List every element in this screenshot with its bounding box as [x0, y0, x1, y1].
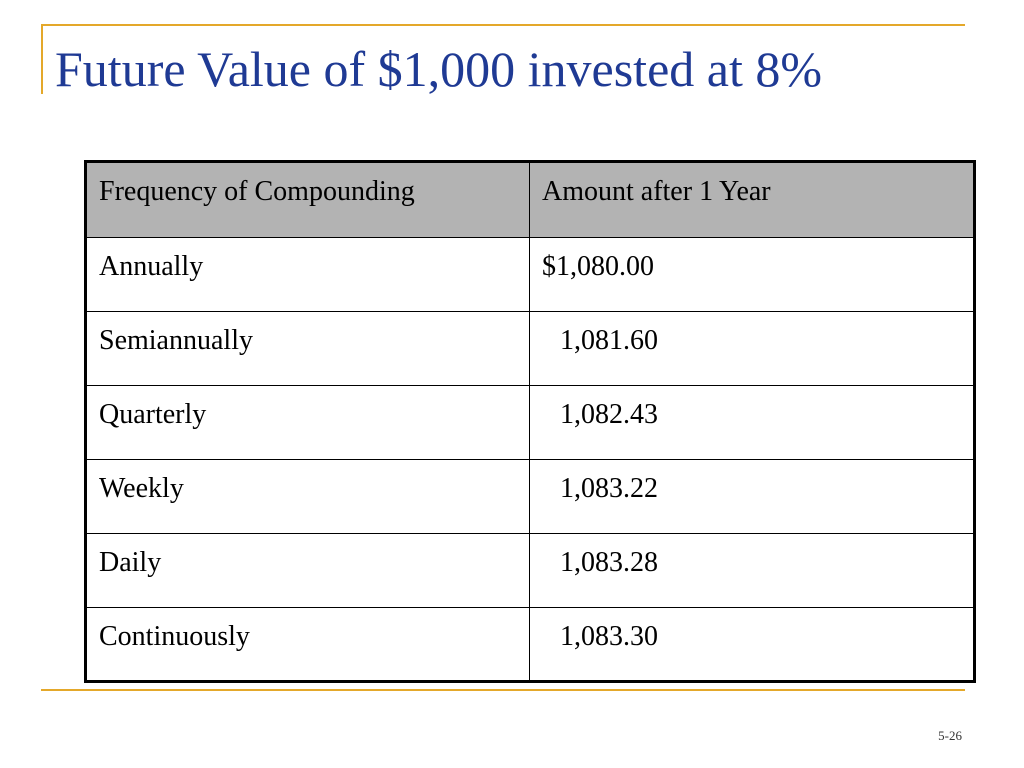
cell-frequency: Semiannually [86, 312, 530, 386]
cell-frequency: Weekly [86, 460, 530, 534]
slide-number: 5-26 [938, 728, 962, 743]
table-row [86, 534, 975, 608]
table-row [86, 460, 975, 534]
cell-amount: $1,080.00 [530, 238, 975, 312]
cell-amount: 1,083.22 [530, 460, 975, 534]
compounding-table [84, 160, 976, 683]
table-row [86, 386, 975, 460]
cell-frequency: Quarterly [86, 386, 530, 460]
title-top-rule [41, 24, 965, 26]
table-row [86, 608, 975, 682]
table-header-row [86, 162, 975, 238]
table-row [86, 312, 975, 386]
table-row [86, 238, 975, 312]
cell-amount: 1,083.30 [530, 608, 975, 682]
cell-frequency: Annually [86, 238, 530, 312]
header-frequency: Frequency of Compounding [86, 162, 530, 238]
cell-frequency: Daily [86, 534, 530, 608]
cell-amount: 1,081.60 [530, 312, 975, 386]
title-side-rule [41, 26, 43, 94]
footer-rule [41, 689, 965, 691]
header-amount: Amount after 1 Year [530, 162, 975, 238]
slide-title: Future Value of $1,000 invested at 8% [55, 41, 822, 97]
cell-amount: 1,082.43 [530, 386, 975, 460]
cell-frequency: Continuously [86, 608, 530, 682]
cell-amount: 1,083.28 [530, 534, 975, 608]
